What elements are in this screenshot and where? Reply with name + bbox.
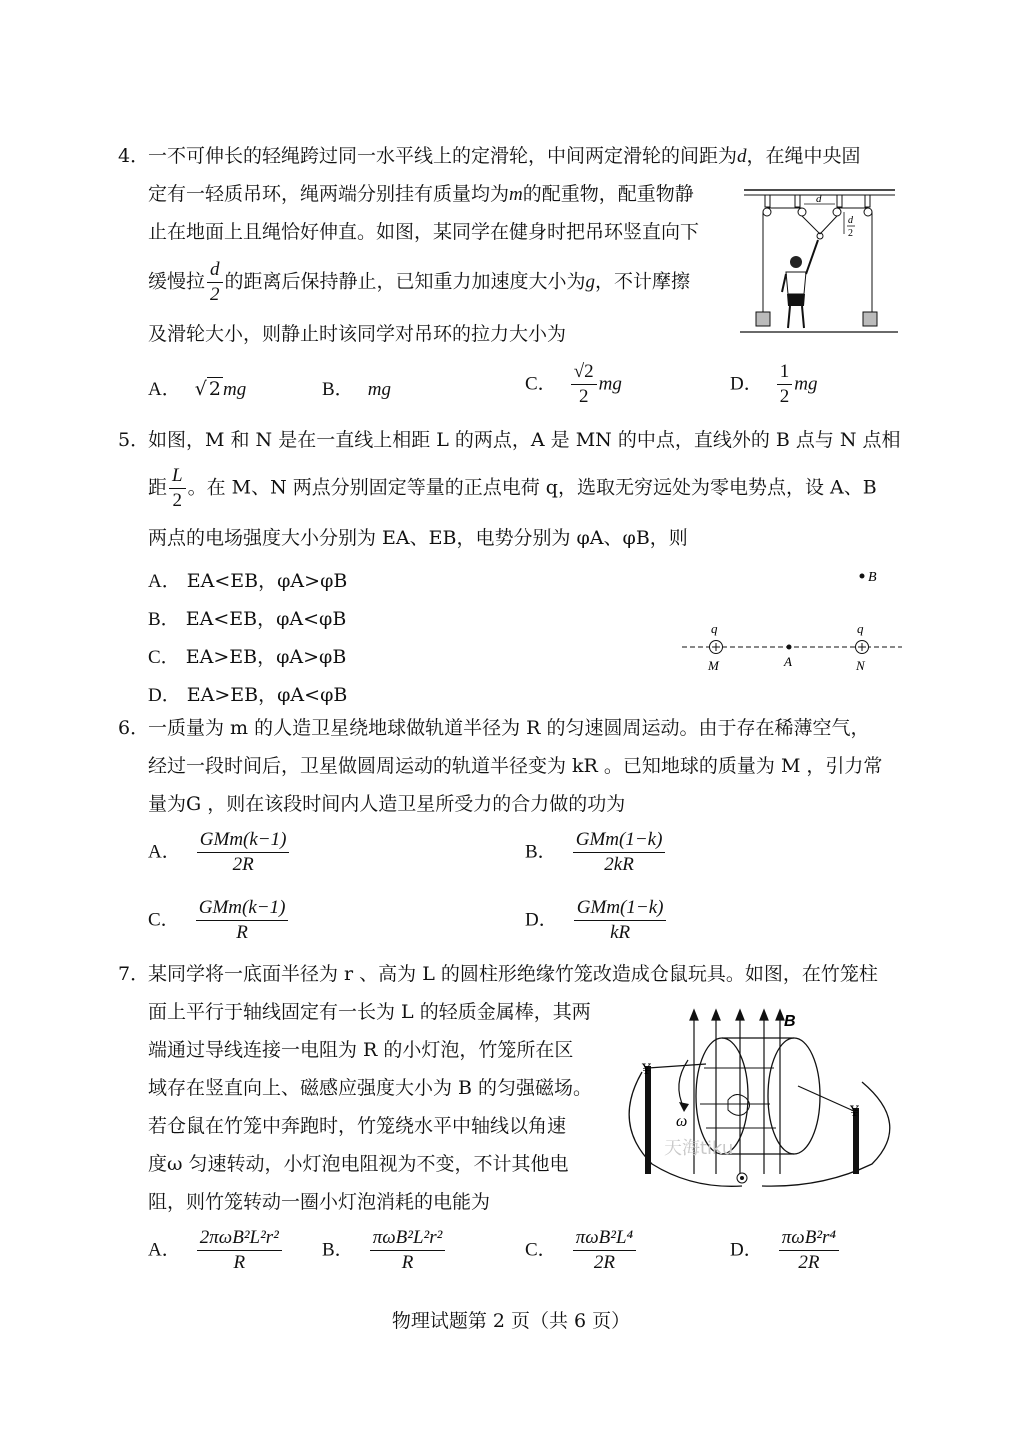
q4-text: 的配重物，配重物静 [522,183,694,205]
q6-text: 一质量为 m 的人造卫星绕地球做轨道半径为 R 的匀速圆周运动。由于存在稀薄空气， [148,717,870,739]
q7-line-1 [148,962,878,986]
page-footer: 物理试题第 2 页（共 6 页） [391,1310,631,1332]
q4-var-m: m [509,184,523,205]
q5-label-b: B [868,570,877,585]
q6-number: 6． [118,717,150,739]
q4-option-c: C． $\frac{√2}{2}$ mg [525,361,622,407]
q4-line-3 [148,220,699,244]
q4-pulley-figure [740,182,900,340]
q5-text: 如图，M 和 N 是在一直线上相距 L 的两点，A 是 MN 的中点，直线外的 B 点与 N 点相 [148,429,901,451]
q5-text: 。在 M、N 两点分别固定等量的正点电荷 q，选取无穷远处为零电势点，设 A、B [187,476,877,499]
q7-text: 面上平行于轴线固定有一长为 L 的轻质金属棒，其两 [148,1001,591,1023]
q7-text: 若仓鼠在竹笼中奔跑时，竹笼绕水平中轴线以角速 [148,1115,567,1137]
q7-option-a: A． $\frac{\text{2πωB²L²r²}}{R}$ [148,1228,284,1273]
q4-option-a: A． √ 2 mg [148,378,247,400]
q5-label-n: N [856,658,865,673]
q7-text: 某同学将一底面半径为 r 、高为 L 的圆柱形绝缘竹笼改造成仓鼠玩具。如图，在竹笼柱 [148,963,878,985]
q7-left-clip: ¥ [642,1062,651,1078]
q7-label-omega: ω [676,1113,688,1130]
q4-line-1 [148,144,861,169]
q6-line-3 [148,792,625,816]
q4-fig-half-num: d [848,215,853,226]
q5-option-b: B． EA<EB，φA<φB [148,608,347,630]
q5-option-a: A． EA<EB，φA>φB [148,570,348,592]
q4-text: ，在绳中央固 [746,145,861,167]
q4-line-5 [148,322,566,346]
q4-fig-d-label: d [816,193,822,205]
q4-option-d: D． $\frac{1}{2}$ mg [730,361,818,407]
q5-option-c: C． EA>EB，φA>φB [148,646,347,668]
q5-number: 5． [118,429,150,451]
q7-line-2 [148,1000,591,1024]
q7-text: 端通过导线连接一电阻为 R 的小灯泡，竹笼所在区 [148,1039,574,1061]
q4-person-figure [782,240,818,328]
q7-right-clip: ¥ [850,1104,859,1120]
q4-text: 止在地面上且绳恰好伸直。如图，某同学在健身时把吊环竖直向下 [148,221,700,243]
q7-cage-figure [612,1004,904,1194]
q7-option-b: B． $\frac{\text{πωB²L²r²}}{R}$ [322,1228,447,1273]
q7-line-6 [148,1152,569,1176]
q5-label-m: M [708,658,719,673]
q5-label-q2: q [857,621,864,636]
q6-option-c: C． $\frac{\text{GMm(k−1)}}{R}$ [148,898,290,943]
q5-line-1 [148,428,901,452]
q7-line-7 [148,1190,490,1214]
q4-text: 的距离后保持静止，已知重力加速度大小为 [224,270,586,293]
q6-text: 量为G ，则在该段时间内人造卫星所受力的合力做的功为 [148,793,626,815]
q5-option-d: D． EA>EB，φA<φB [148,684,348,706]
q5-text: 距 [148,476,168,499]
q4-text: 一不可伸长的轻绳跨过同一水平线上的定滑轮，中间两定滑轮的间距为 [148,145,738,167]
q5-line-2 [148,466,877,511]
q4-text: 定有一轻质吊环，绳两端分别挂有质量均为 [148,183,510,205]
q4-text: 及滑轮大小，则静止时该同学对吊环的拉力大小为 [148,323,567,345]
q4-var-g: g [585,271,596,293]
q6-line-1 [148,716,869,740]
q4-fig-half-den: 2 [848,228,853,239]
q7-option-c: C． $\frac{\text{πωB²L⁴}}{2R}$ [525,1228,638,1273]
q7-line-5 [148,1114,566,1138]
q4-line-2 [148,182,694,207]
q5-line-3 [148,526,688,550]
q6-option-a: A． $\frac{\text{GMm(k−1)}}{2R}$ [148,830,291,875]
q4-option-b: B． mg [322,379,391,400]
q5-charge-figure [680,560,905,680]
q7-line-3 [148,1038,573,1062]
q4-var-d: d [737,146,747,167]
q4-text: ，不计摩擦 [595,270,691,293]
q4-fraction: $\frac{d}{2}$ [207,260,223,305]
q5-fraction: $\frac{L}{2}$ [169,466,186,511]
q7-text: 域存在竖直向上、磁感应强度大小为 B 的匀强磁场。 [148,1077,593,1099]
q6-line-2 [148,754,882,778]
q4-line-4 [148,260,690,305]
q7-option-d: D． $\frac{\text{πωB²r⁴}}{2R}$ [730,1228,841,1273]
q4-text: 缓慢拉 [148,270,206,293]
q7-watermark: 天海tiku [664,1138,734,1159]
q7-text: 阻，则竹笼转动一圈小灯泡消耗的电能为 [148,1191,491,1213]
q4-number: 4． [118,145,150,167]
q6-option-d: D． $\frac{\text{GMm(1−k)}}{kR}$ [525,898,668,943]
q5-text: 两点的电场强度大小分别为 EA、EB，电势分别为 φA、φB，则 [148,527,688,549]
q5-label-q1: q [711,621,718,636]
q6-option-b: B． $\frac{\text{GMm(1−k)}}{2kR}$ [525,830,667,875]
q7-label-b: B [784,1013,796,1030]
q6-text: 经过一段时间后，卫星做圆周运动的轨道半径变为 kR 。已知地球的质量为 M ，引力常 [148,755,883,777]
q5-label-a: A [784,654,792,669]
q7-text: 度ω 匀速转动，小灯泡电阻视为不变，不计其他电 [148,1153,569,1175]
q7-number: 7． [118,963,150,985]
q5-point-b [860,574,865,579]
q7-line-4 [148,1076,592,1100]
